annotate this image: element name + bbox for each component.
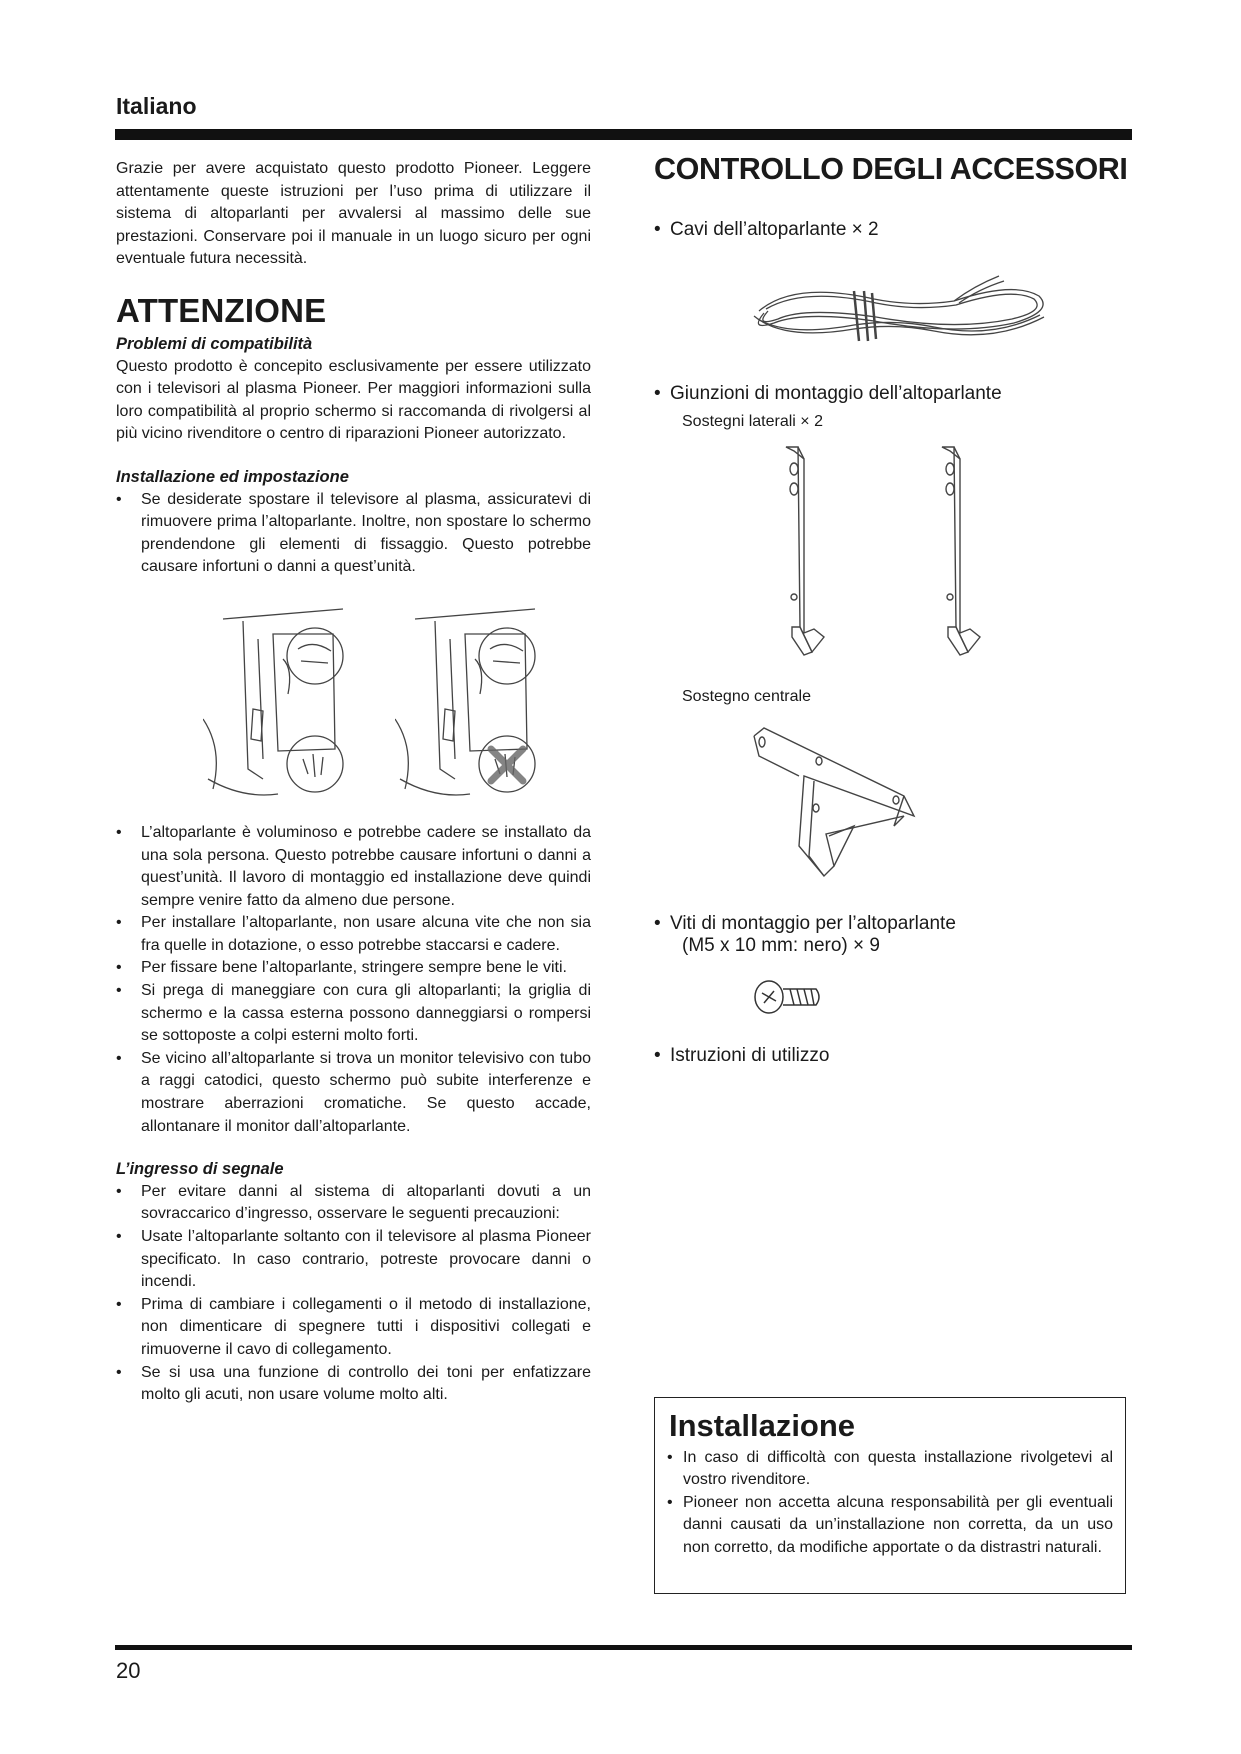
list-item: • Usate l’altoparlante soltanto con il televisore al plasma Pioneer specificato. In caso contrario, potreste provocare danni o incendi. bbox=[116, 1226, 591, 1294]
center-bracket-icon bbox=[654, 716, 1132, 891]
signal-list bbox=[116, 1181, 591, 1407]
speaker-cable-icon bbox=[654, 261, 1132, 361]
list-item: • Prima di cambiare i collegamenti o il metodo di installazione, non dimenticare di spegnere tutti i dispositivi collegati e rimuoverne il cavo di collegamento. bbox=[116, 1294, 591, 1362]
screws-line-2: (M5 x 10 mm: nero) × 9 bbox=[682, 935, 880, 956]
accessory-cables: • Cavi dell’altoparlante × 2 bbox=[654, 219, 1132, 241]
list-item: • Pioneer non accetta alcuna responsabilità per gli eventuali danni causati da un’installazione non corretta, da un uso non corretto, da modifiche apportate o da distrastri naturali. bbox=[667, 1492, 1113, 1559]
installazione-list bbox=[667, 1447, 1113, 1559]
caution-illustrations bbox=[116, 599, 591, 804]
accessory-brackets: • Giunzioni di montaggio dell’altoparlante bbox=[654, 383, 1132, 405]
compat-heading: Problemi di compatibilità bbox=[116, 334, 313, 353]
list-item: • L’altoparlante è voluminoso e potrebbe cadere se installato da una sola persona. Questo potrebbe causare infortuni o danni a quest’unità. Il lavoro di montaggio ed installazione deve quindi sempre venire fatto da almeno due persone. bbox=[116, 822, 591, 912]
install-heading: Installazione ed impostazione bbox=[116, 467, 349, 486]
intro-paragraph: Grazie per avere acquistato questo prodotto Pioneer. Leggere attentamente queste istruzioni per l’uso prima di utilizzare il sistema di altoparlanti per avvalersi al massimo delle sue prestazioni. Conservare poi il manuale in un luogo sicuro per ogni eventuale futura necessità. bbox=[116, 160, 591, 268]
list-item: • Se si usa una funzione di controllo dei toni per enfatizzare molto gli acuti, non usare volume molto alti. bbox=[116, 1362, 591, 1407]
list-item: • Se desiderate spostare il televisore al plasma, assicuratevi di rimuovere prima l’altoparlante. Inoltre, non spostare lo schermo prendendone gli elementi di fissaggio. Questo potrebbe causare infortuni o danni a quest’unità. bbox=[116, 489, 591, 579]
installazione-box bbox=[654, 1397, 1126, 1594]
illustration-correct bbox=[203, 599, 353, 804]
signal-heading: L’ingresso di segnale bbox=[116, 1160, 284, 1179]
screws-line-1: • Viti di montaggio per l’altoparlante bbox=[670, 913, 956, 934]
accessories-heading: CONTROLLO DEGLI ACCESSORI bbox=[654, 152, 1128, 186]
list-item: • Se vicino all’altoparlante si trova un monitor televisivo con tubo a raggi catodici, questo schermo può subite interferenze e mostrare aberrazioni cromatiche. Se questo accade, allontanare il monitor dall’altoparlante. bbox=[116, 1048, 591, 1138]
left-column bbox=[116, 158, 591, 1407]
accessory-screws bbox=[654, 913, 1132, 957]
list-item: • Per fissare bene l’altoparlante, stringere sempre bene le viti. bbox=[116, 957, 591, 980]
compat-text: Questo prodotto è concepito esclusivamente per essere utilizzato con i televisori al plasma Pioneer. Per maggiori informazioni sulla loro compatibilità al proprio schermo si raccomanda di rivolgersi al più vicino rivenditore o centro di riparazioni Pioneer autorizzato. bbox=[116, 357, 591, 443]
right-column bbox=[654, 152, 1132, 1067]
center-bracket-label: Sostegno centrale bbox=[682, 688, 811, 705]
accessory-manual: • Istruzioni di utilizzo bbox=[654, 1045, 1132, 1067]
list-item: • In caso di difficoltà con questa installazione rivolgetevi al vostro rivenditore. bbox=[667, 1447, 1113, 1492]
illustration-incorrect bbox=[395, 599, 545, 804]
bottom-rule bbox=[115, 1645, 1132, 1650]
install-list-2 bbox=[116, 822, 591, 1138]
list-item: • Per installare l’altoparlante, non usare alcuna vite che non sia fra quelle in dotazione, o esso potrebbe staccarsi e cadere. bbox=[116, 912, 591, 957]
side-bracket-icon bbox=[654, 437, 1132, 672]
page-number: 20 bbox=[116, 1658, 141, 1683]
list-item: • Per evitare danni al sistema di altoparlanti dovuti a un sovraccarico d’ingresso, osservare le seguenti precauzioni: bbox=[116, 1181, 591, 1226]
install-list-1 bbox=[116, 489, 591, 579]
language-heading: Italiano bbox=[116, 93, 197, 119]
attenzione-heading: ATTENZIONE bbox=[116, 291, 327, 329]
screw-icon bbox=[654, 967, 1132, 1027]
list-item: • Si prega di maneggiare con cura gli altoparlanti; la griglia di schermo e la cassa esterna possono danneggiarsi o rompersi se sottoposte a colpi esterni molto forti. bbox=[116, 980, 591, 1048]
side-brackets-label: Sostegni laterali × 2 bbox=[682, 413, 823, 430]
installazione-heading: Installazione bbox=[669, 1408, 856, 1443]
top-rule bbox=[115, 129, 1132, 140]
